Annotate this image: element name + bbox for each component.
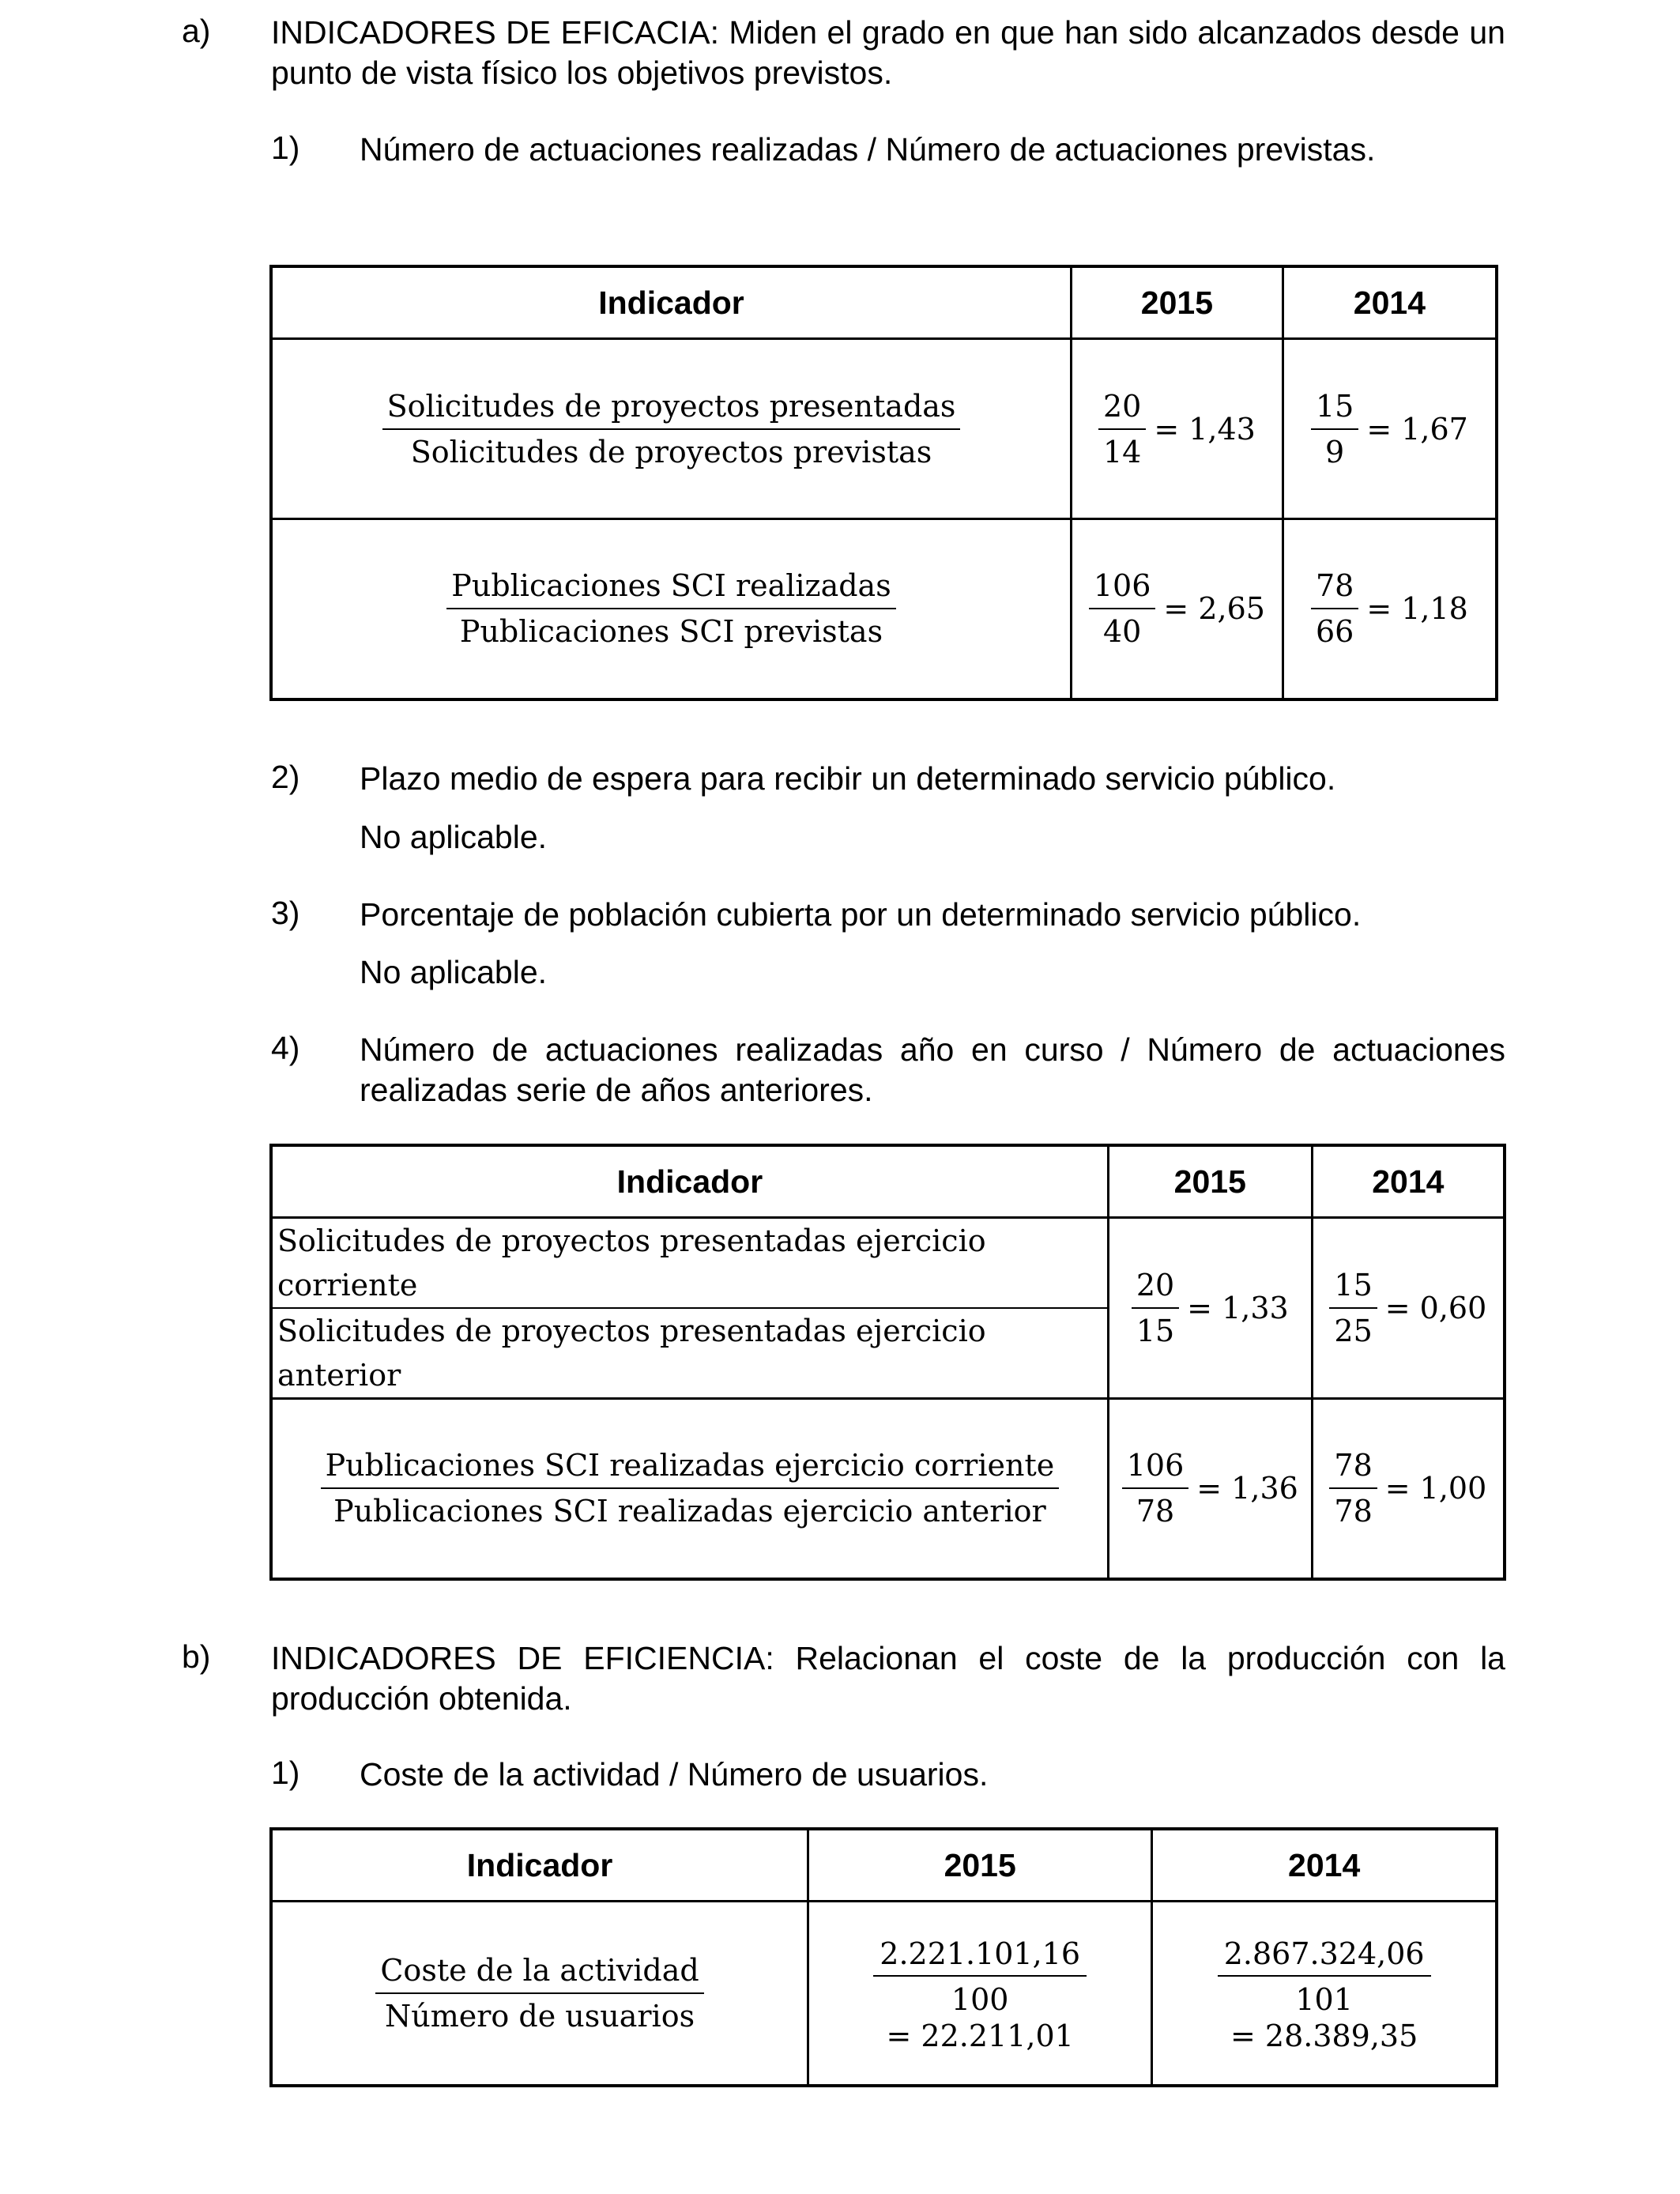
efficiency-table: [269, 1827, 1498, 2087]
value-denominator: 78: [1136, 1494, 1175, 1529]
fraction-numerator: Publicaciones SCI realizadas ejercicio corriente: [325, 1448, 1055, 1483]
value-numerator: 78: [1315, 568, 1354, 604]
value-numerator: 15: [1334, 1268, 1373, 1302]
fraction-denominator: Número de usuarios: [385, 1998, 695, 2034]
section-a-letter: a): [182, 13, 211, 49]
item-a1-text: Número de actuaciones realizadas / Número de actuaciones previstas.: [360, 131, 1376, 168]
item-a2-text: Plazo medio de espera para recibir un determinado servicio público.: [360, 760, 1336, 797]
value-2014-cell: [1312, 1399, 1505, 1579]
header-indicador: Indicador: [271, 266, 1072, 339]
header-2015: 2015: [808, 1829, 1152, 1902]
header-indicador: Indicador: [271, 1145, 1108, 1218]
value-result: = 28.389,35: [1230, 2018, 1418, 2053]
item-a4-number: 4): [271, 1030, 300, 1066]
value-denominator: 25: [1334, 1314, 1373, 1348]
indicator-fraction: [321, 1443, 1060, 1533]
fraction-denominator: Publicaciones SCI realizadas ejercicio anterior: [333, 1494, 1046, 1529]
value-result: = 1,67: [1366, 411, 1468, 447]
value-numerator: 2.221.101,16: [873, 1932, 1087, 1977]
fraction-denominator: Solicitudes de proyectos previstas: [410, 434, 932, 469]
item-b1-text: Coste de la actividad / Número de usuarios.: [360, 1756, 989, 1793]
item-a2-number: 2): [271, 759, 300, 795]
fraction-numerator: Coste de la actividad: [380, 1952, 699, 1988]
efficacy-table-2: [269, 1144, 1506, 1581]
value-result: = 22.211,01: [886, 2018, 1074, 2053]
value-2015-cell: [1072, 519, 1283, 699]
value-denominator: 101: [1295, 1981, 1353, 2017]
value-denominator: 15: [1136, 1314, 1175, 1348]
value-denominator: 78: [1334, 1494, 1373, 1529]
header-2014: 2014: [1152, 1829, 1497, 1902]
indicator-fraction: [382, 384, 961, 474]
value-numerator: 20: [1136, 1268, 1175, 1302]
indicator-fraction: [446, 564, 895, 654]
fraction-denominator: Solicitudes de proyectos presentadas ejercicio anterior: [277, 1314, 986, 1393]
value-denominator: 100: [951, 1981, 1009, 2017]
fraction-numerator: Publicaciones SCI realizadas: [451, 568, 891, 604]
value-result: = 1,00: [1384, 1471, 1487, 1506]
section-b-heading: INDICADORES DE EFICIENCIA: Relacionan el coste de la producción con la producción obtenida.: [271, 1640, 1505, 1717]
value-result: = 1,33: [1187, 1291, 1289, 1325]
value-numerator: 20: [1102, 388, 1142, 424]
header-2015: 2015: [1108, 1145, 1312, 1218]
indicator-fraction: [273, 1219, 1107, 1397]
indicator-cell: [271, 1218, 1108, 1399]
section-a-heading: INDICADORES DE EFICACIA: Miden el grado en que han sido alcanzados desde un punto de vista físico los objetivos previstos.: [271, 14, 1505, 91]
value-denominator: 66: [1315, 614, 1354, 650]
value-2014-cell: [1152, 1902, 1497, 2086]
header-2014: 2014: [1283, 266, 1497, 339]
indicator-cell: [271, 1399, 1108, 1579]
value-2014-cell: [1312, 1218, 1505, 1399]
value-denominator: 9: [1325, 434, 1345, 469]
indicator-cell: [271, 1902, 808, 2086]
value-2015-cell: [1108, 1218, 1312, 1399]
item-a4-text: Número de actuaciones realizadas año en curso / Número de actuaciones realizadas serie de años anteriores.: [360, 1031, 1505, 1108]
value-2015-cell: [1108, 1399, 1312, 1579]
value-numerator: 2.867.324,06: [1218, 1932, 1431, 1977]
item-a2-note: No aplicable.: [360, 819, 548, 855]
value-2014-cell: [1283, 339, 1497, 519]
value-result: = 0,60: [1384, 1291, 1487, 1325]
item-b1-number: 1): [271, 1755, 300, 1791]
value-denominator: 14: [1102, 434, 1142, 469]
item-a3-number: 3): [271, 895, 300, 931]
value-2015-cell: [808, 1902, 1152, 2086]
item-a3-text: Porcentaje de población cubierta por un determinado servicio público.: [360, 896, 1362, 933]
value-2015-cell: [1072, 339, 1283, 519]
value-result: = 1,36: [1196, 1471, 1298, 1506]
indicator-cell: [271, 339, 1072, 519]
value-numerator: 78: [1334, 1448, 1373, 1483]
indicator-cell: [271, 519, 1072, 699]
efficacy-table-1: [269, 265, 1498, 701]
value-2014-cell: [1283, 519, 1497, 699]
value-result: = 1,18: [1366, 591, 1468, 627]
value-numerator: 106: [1093, 568, 1151, 604]
item-a1-number: 1): [271, 130, 300, 166]
header-2014: 2014: [1312, 1145, 1505, 1218]
fraction-denominator: Publicaciones SCI previstas: [459, 614, 883, 650]
value-result: = 2,65: [1163, 591, 1265, 627]
fraction-numerator: Solicitudes de proyectos presentadas ejercicio corriente: [277, 1223, 986, 1302]
indicator-fraction: [375, 1948, 703, 2038]
value-numerator: 15: [1315, 388, 1354, 424]
item-a3-note: No aplicable.: [360, 954, 548, 990]
header-2015: 2015: [1072, 266, 1283, 339]
value-numerator: 106: [1126, 1448, 1185, 1483]
fraction-numerator: Solicitudes de proyectos presentadas: [386, 388, 956, 424]
header-indicador: Indicador: [271, 1829, 808, 1902]
section-b-letter: b): [182, 1638, 211, 1675]
value-result: = 1,43: [1154, 411, 1256, 447]
value-denominator: 40: [1102, 614, 1142, 650]
